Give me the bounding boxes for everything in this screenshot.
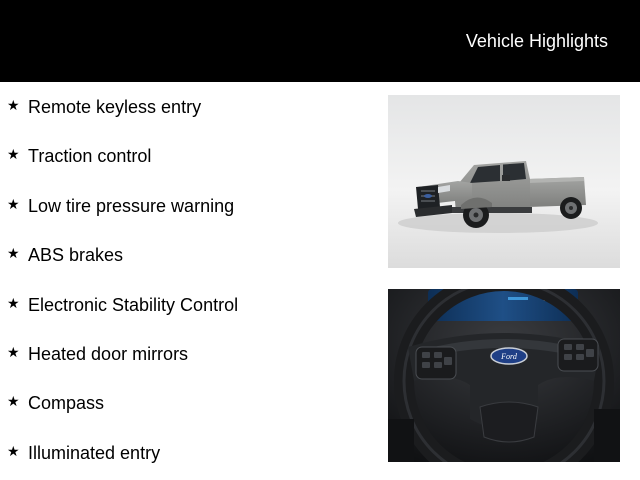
feature-label: Remote keyless entry: [28, 97, 202, 117]
ford-badge-text: Ford: [501, 352, 517, 361]
feature-label: Low tire pressure warning: [28, 196, 235, 216]
feature-label: ABS brakes: [28, 245, 124, 265]
star-icon: ★: [7, 443, 20, 459]
star-icon: ★: [7, 295, 20, 311]
star-icon: ★: [7, 393, 20, 409]
interior-photo[interactable]: [388, 289, 620, 462]
feature-item: [7, 194, 234, 218]
feature-label: Traction control: [28, 146, 152, 166]
header-bar: [0, 0, 640, 82]
feature-item: [7, 95, 201, 119]
feature-item: [7, 243, 123, 267]
star-icon: ★: [7, 196, 20, 212]
feature-label: Heated door mirrors: [28, 344, 189, 364]
feature-label: Compass: [28, 393, 105, 413]
feature-label: Electronic Stability Control: [28, 295, 239, 315]
star-icon: ★: [7, 344, 20, 360]
page-title: Vehicle Highlights: [465, 31, 608, 51]
feature-item: [7, 391, 104, 415]
feature-item: [7, 342, 188, 366]
feature-item: [7, 144, 151, 168]
steering-wheel-illustration: [388, 289, 620, 462]
star-icon: ★: [7, 97, 20, 113]
feature-item: [7, 293, 238, 317]
truck-illustration: [388, 95, 620, 268]
star-icon: ★: [7, 245, 20, 261]
feature-label: Illuminated entry: [28, 443, 161, 463]
feature-item: [7, 441, 160, 465]
gauge-readout: 0: [542, 290, 549, 304]
star-icon: ★: [7, 146, 20, 162]
exterior-photo[interactable]: [388, 95, 620, 268]
